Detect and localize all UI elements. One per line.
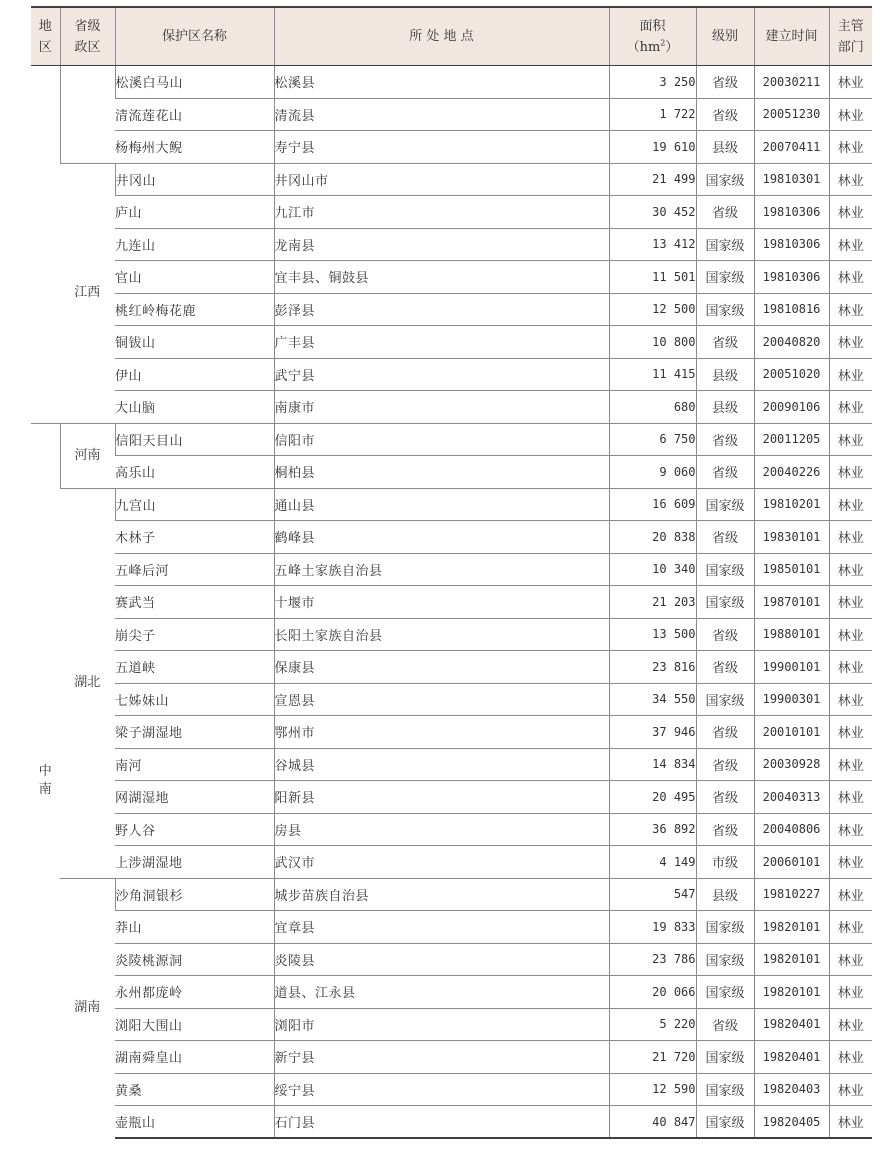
- department-cell: 林业: [829, 98, 872, 131]
- level-cell: 市级: [696, 846, 754, 879]
- established-cell: 19810227: [754, 878, 829, 911]
- reserve-name-cell: 井冈山: [115, 163, 274, 196]
- department-cell: 林业: [829, 163, 872, 196]
- area-cell: 680: [609, 391, 696, 424]
- location-cell: 长阳土家族自治县: [274, 618, 609, 651]
- reserve-name-cell: 沙角洞银杉: [115, 878, 274, 911]
- area-cell: 30 452: [609, 196, 696, 229]
- province-cell: [60, 66, 115, 164]
- area-cell: 10 340: [609, 553, 696, 586]
- table-row: [31, 651, 872, 684]
- reserve-name-cell: 大山脑: [115, 391, 274, 424]
- table-row: [31, 716, 872, 749]
- location-cell: 宜章县: [274, 911, 609, 944]
- level-cell: 国家级: [696, 976, 754, 1009]
- area-cell: 11 415: [609, 358, 696, 391]
- level-cell: 国家级: [696, 261, 754, 294]
- level-cell: 省级: [696, 423, 754, 456]
- department-cell: 林业: [829, 846, 872, 879]
- established-cell: 20040226: [754, 456, 829, 489]
- table-row: [31, 196, 872, 229]
- department-cell: 林业: [829, 66, 872, 99]
- header-department: 主管 部门: [829, 7, 872, 66]
- established-cell: 19820101: [754, 976, 829, 1009]
- table-row: [31, 391, 872, 424]
- reserve-name-cell: 九宫山: [115, 488, 274, 521]
- location-cell: 九江市: [274, 196, 609, 229]
- reserve-name-cell: 崩尖子: [115, 618, 274, 651]
- department-cell: 林业: [829, 716, 872, 749]
- reserve-name-cell: 九连山: [115, 228, 274, 261]
- location-cell: 桐柏县: [274, 456, 609, 489]
- level-cell: 国家级: [696, 1041, 754, 1074]
- level-cell: 省级: [696, 66, 754, 99]
- department-cell: 林业: [829, 651, 872, 684]
- established-cell: 19810301: [754, 163, 829, 196]
- department-cell: 林业: [829, 293, 872, 326]
- nature-reserves-table: [31, 6, 872, 1139]
- header-province: 省级 政区: [60, 7, 115, 66]
- location-cell: 宣恩县: [274, 683, 609, 716]
- established-cell: 19820101: [754, 911, 829, 944]
- established-cell: 19880101: [754, 618, 829, 651]
- reserve-name-cell: 浏阳大围山: [115, 1008, 274, 1041]
- location-cell: 彭泽县: [274, 293, 609, 326]
- table-row: [31, 553, 872, 586]
- area-cell: 23 786: [609, 943, 696, 976]
- location-cell: 十堰市: [274, 586, 609, 619]
- table-row: [31, 618, 872, 651]
- reserve-name-cell: 永州都庞岭: [115, 976, 274, 1009]
- level-cell: 国家级: [696, 683, 754, 716]
- table-row: [31, 488, 872, 521]
- level-cell: 县级: [696, 358, 754, 391]
- level-cell: 国家级: [696, 943, 754, 976]
- table-row: [31, 683, 872, 716]
- area-cell: 21 203: [609, 586, 696, 619]
- established-cell: 20040806: [754, 813, 829, 846]
- reserve-name-cell: 铜钹山: [115, 326, 274, 359]
- table-body: [31, 66, 872, 1139]
- header-reserve-name: 保护区名称: [115, 7, 274, 66]
- department-cell: 林业: [829, 261, 872, 294]
- department-cell: 林业: [829, 391, 872, 424]
- location-cell: 通山县: [274, 488, 609, 521]
- table-row: [31, 521, 872, 554]
- location-cell: 道县、江永县: [274, 976, 609, 1009]
- level-cell: 县级: [696, 391, 754, 424]
- table-row: [31, 131, 872, 164]
- area-cell: 10 800: [609, 326, 696, 359]
- area-cell: 37 946: [609, 716, 696, 749]
- department-cell: 林业: [829, 358, 872, 391]
- level-cell: 国家级: [696, 163, 754, 196]
- table-row: [31, 586, 872, 619]
- area-cell: 13 412: [609, 228, 696, 261]
- reserve-name-cell: 五道峡: [115, 651, 274, 684]
- reserve-name-cell: 桃红岭梅花鹿: [115, 293, 274, 326]
- area-cell: 23 816: [609, 651, 696, 684]
- header-level: 级别: [696, 7, 754, 66]
- reserve-name-cell: 高乐山: [115, 456, 274, 489]
- level-cell: 省级: [696, 456, 754, 489]
- established-cell: 20030211: [754, 66, 829, 99]
- table-row: [31, 943, 872, 976]
- location-cell: 阳新县: [274, 781, 609, 814]
- location-cell: 浏阳市: [274, 1008, 609, 1041]
- table-row: [31, 98, 872, 131]
- area-cell: 14 834: [609, 748, 696, 781]
- location-cell: 寿宁县: [274, 131, 609, 164]
- location-cell: 广丰县: [274, 326, 609, 359]
- reserve-name-cell: 莽山: [115, 911, 274, 944]
- level-cell: 省级: [696, 813, 754, 846]
- department-cell: 林业: [829, 943, 872, 976]
- location-cell: 谷城县: [274, 748, 609, 781]
- established-cell: 19900301: [754, 683, 829, 716]
- area-cell: 20 838: [609, 521, 696, 554]
- area-cell: 21 499: [609, 163, 696, 196]
- reserve-name-cell: 黄桑: [115, 1073, 274, 1106]
- established-cell: 20051020: [754, 358, 829, 391]
- region-label: 中: [38, 763, 52, 779]
- table-row: [31, 813, 872, 846]
- table-row: [31, 976, 872, 1009]
- area-cell: 12 590: [609, 1073, 696, 1106]
- established-cell: 20011205: [754, 423, 829, 456]
- reserve-name-cell: 清流莲花山: [115, 98, 274, 131]
- location-cell: 炎陵县: [274, 943, 609, 976]
- area-cell: 11 501: [609, 261, 696, 294]
- level-cell: 国家级: [696, 488, 754, 521]
- reserve-name-cell: 野人谷: [115, 813, 274, 846]
- table-row: [31, 846, 872, 879]
- level-cell: 省级: [696, 326, 754, 359]
- established-cell: 19810201: [754, 488, 829, 521]
- reserve-name-cell: 梁子湖湿地: [115, 716, 274, 749]
- area-cell: 34 550: [609, 683, 696, 716]
- table-row: [31, 781, 872, 814]
- header-area: 面积 $(hm^2)$: [609, 7, 696, 66]
- level-cell: 省级: [696, 521, 754, 554]
- region-cell: [31, 423, 60, 1138]
- location-cell: 武宁县: [274, 358, 609, 391]
- department-cell: 林业: [829, 196, 872, 229]
- area-cell: 3 250: [609, 66, 696, 99]
- department-cell: 林业: [829, 618, 872, 651]
- header-established: 建立时间: [754, 7, 829, 66]
- department-cell: 林业: [829, 553, 872, 586]
- department-cell: 林业: [829, 878, 872, 911]
- established-cell: 19810306: [754, 228, 829, 261]
- reserve-name-cell: 壶瓶山: [115, 1106, 274, 1139]
- established-cell: 19830101: [754, 521, 829, 554]
- table-row: [31, 1041, 872, 1074]
- location-cell: 龙南县: [274, 228, 609, 261]
- table-row: [31, 326, 872, 359]
- level-cell: 省级: [696, 1008, 754, 1041]
- table-row: [31, 228, 872, 261]
- established-cell: 20090106: [754, 391, 829, 424]
- region-label: 南: [38, 781, 52, 797]
- level-cell: 省级: [696, 748, 754, 781]
- department-cell: 林业: [829, 1041, 872, 1074]
- department-cell: 林业: [829, 228, 872, 261]
- established-cell: 19820401: [754, 1008, 829, 1041]
- area-cell: 16 609: [609, 488, 696, 521]
- location-cell: 新宁县: [274, 1041, 609, 1074]
- established-cell: 20051230: [754, 98, 829, 131]
- established-cell: 19810816: [754, 293, 829, 326]
- department-cell: 林业: [829, 781, 872, 814]
- location-cell: 鄂州市: [274, 716, 609, 749]
- reserve-name-cell: 南河: [115, 748, 274, 781]
- table-row: [31, 66, 872, 99]
- reserve-name-cell: 湖南舜皇山: [115, 1041, 274, 1074]
- area-cell: 21 720: [609, 1041, 696, 1074]
- header-location: 所 处 地 点: [274, 7, 609, 66]
- area-cell: 13 500: [609, 618, 696, 651]
- table-row: [31, 1073, 872, 1106]
- area-cell: 547: [609, 878, 696, 911]
- location-cell: 清流县: [274, 98, 609, 131]
- table-row: [31, 293, 872, 326]
- established-cell: 19900101: [754, 651, 829, 684]
- table-row: [31, 358, 872, 391]
- department-cell: 林业: [829, 1073, 872, 1106]
- level-cell: 省级: [696, 781, 754, 814]
- established-cell: 19810306: [754, 196, 829, 229]
- established-cell: 20040313: [754, 781, 829, 814]
- location-cell: 松溪县: [274, 66, 609, 99]
- area-cell: 1 722: [609, 98, 696, 131]
- area-cell: 36 892: [609, 813, 696, 846]
- location-cell: 南康市: [274, 391, 609, 424]
- department-cell: 林业: [829, 1106, 872, 1139]
- location-cell: 房县: [274, 813, 609, 846]
- location-cell: 绥宁县: [274, 1073, 609, 1106]
- header-row: [31, 7, 872, 66]
- department-cell: 林业: [829, 586, 872, 619]
- location-cell: 武汉市: [274, 846, 609, 879]
- established-cell: 20040820: [754, 326, 829, 359]
- reserve-name-cell: 炎陵桃源洞: [115, 943, 274, 976]
- established-cell: 19810306: [754, 261, 829, 294]
- location-cell: 井冈山市: [274, 163, 609, 196]
- reserve-name-cell: 伊山: [115, 358, 274, 391]
- department-cell: 林业: [829, 521, 872, 554]
- level-cell: 国家级: [696, 293, 754, 326]
- location-cell: 石门县: [274, 1106, 609, 1139]
- table-row: [31, 911, 872, 944]
- level-cell: 省级: [696, 716, 754, 749]
- department-cell: 林业: [829, 131, 872, 164]
- area-cell: 40 847: [609, 1106, 696, 1139]
- area-cell: 12 500: [609, 293, 696, 326]
- area-cell: 19 610: [609, 131, 696, 164]
- established-cell: 19850101: [754, 553, 829, 586]
- table-row: [31, 163, 872, 196]
- location-cell: 城步苗族自治县: [274, 878, 609, 911]
- table-row: [31, 261, 872, 294]
- area-cell: 20 066: [609, 976, 696, 1009]
- area-cell: 5 220: [609, 1008, 696, 1041]
- header-region: 地 区: [31, 7, 60, 66]
- table-row: [31, 748, 872, 781]
- table-row: [31, 1008, 872, 1041]
- established-cell: 20070411: [754, 131, 829, 164]
- location-cell: 宜丰县、铜鼓县: [274, 261, 609, 294]
- established-cell: 19870101: [754, 586, 829, 619]
- area-cell: 4 149: [609, 846, 696, 879]
- province-cell: 江西: [60, 163, 115, 423]
- table-row: [31, 423, 872, 456]
- location-cell: 五峰土家族自治县: [274, 553, 609, 586]
- department-cell: 林业: [829, 326, 872, 359]
- level-cell: 国家级: [696, 586, 754, 619]
- table-row: [31, 878, 872, 911]
- department-cell: 林业: [829, 911, 872, 944]
- table-row: [31, 456, 872, 489]
- department-cell: 林业: [829, 976, 872, 1009]
- area-cell: 6 750: [609, 423, 696, 456]
- established-cell: 19820405: [754, 1106, 829, 1139]
- department-cell: 林业: [829, 683, 872, 716]
- reserve-name-cell: 庐山: [115, 196, 274, 229]
- level-cell: 省级: [696, 196, 754, 229]
- level-cell: 国家级: [696, 553, 754, 586]
- province-cell: 湖南: [60, 878, 115, 1138]
- level-cell: 省级: [696, 98, 754, 131]
- reserve-name-cell: 木林子: [115, 521, 274, 554]
- level-cell: 国家级: [696, 228, 754, 261]
- reserve-name-cell: 赛武当: [115, 586, 274, 619]
- location-cell: 保康县: [274, 651, 609, 684]
- department-cell: 林业: [829, 1008, 872, 1041]
- established-cell: 20030928: [754, 748, 829, 781]
- level-cell: 省级: [696, 618, 754, 651]
- reserve-name-cell: 上涉湖湿地: [115, 846, 274, 879]
- department-cell: 林业: [829, 488, 872, 521]
- level-cell: 国家级: [696, 1106, 754, 1139]
- reserve-name-cell: 信阳天目山: [115, 423, 274, 456]
- area-cell: 19 833: [609, 911, 696, 944]
- reserve-name-cell: 网湖湿地: [115, 781, 274, 814]
- province-cell: 湖北: [60, 488, 115, 878]
- area-cell: 9 060: [609, 456, 696, 489]
- established-cell: 19820101: [754, 943, 829, 976]
- level-cell: 县级: [696, 131, 754, 164]
- reserve-name-cell: 官山: [115, 261, 274, 294]
- level-cell: 国家级: [696, 911, 754, 944]
- reserve-name-cell: 松溪白马山: [115, 66, 274, 99]
- level-cell: 省级: [696, 651, 754, 684]
- reserve-name-cell: 杨梅州大鲵: [115, 131, 274, 164]
- department-cell: 林业: [829, 813, 872, 846]
- established-cell: 19820403: [754, 1073, 829, 1106]
- table-row: [31, 1106, 872, 1139]
- location-cell: 信阳市: [274, 423, 609, 456]
- department-cell: 林业: [829, 423, 872, 456]
- level-cell: 县级: [696, 878, 754, 911]
- level-cell: 国家级: [696, 1073, 754, 1106]
- department-cell: 林业: [829, 456, 872, 489]
- established-cell: 20010101: [754, 716, 829, 749]
- established-cell: 20060101: [754, 846, 829, 879]
- province-cell: 河南: [60, 423, 115, 488]
- region-cell: [31, 66, 60, 424]
- location-cell: 鹤峰县: [274, 521, 609, 554]
- established-cell: 19820401: [754, 1041, 829, 1074]
- department-cell: 林业: [829, 748, 872, 781]
- reserve-name-cell: 七姊妹山: [115, 683, 274, 716]
- area-cell: 20 495: [609, 781, 696, 814]
- reserve-name-cell: 五峰后河: [115, 553, 274, 586]
